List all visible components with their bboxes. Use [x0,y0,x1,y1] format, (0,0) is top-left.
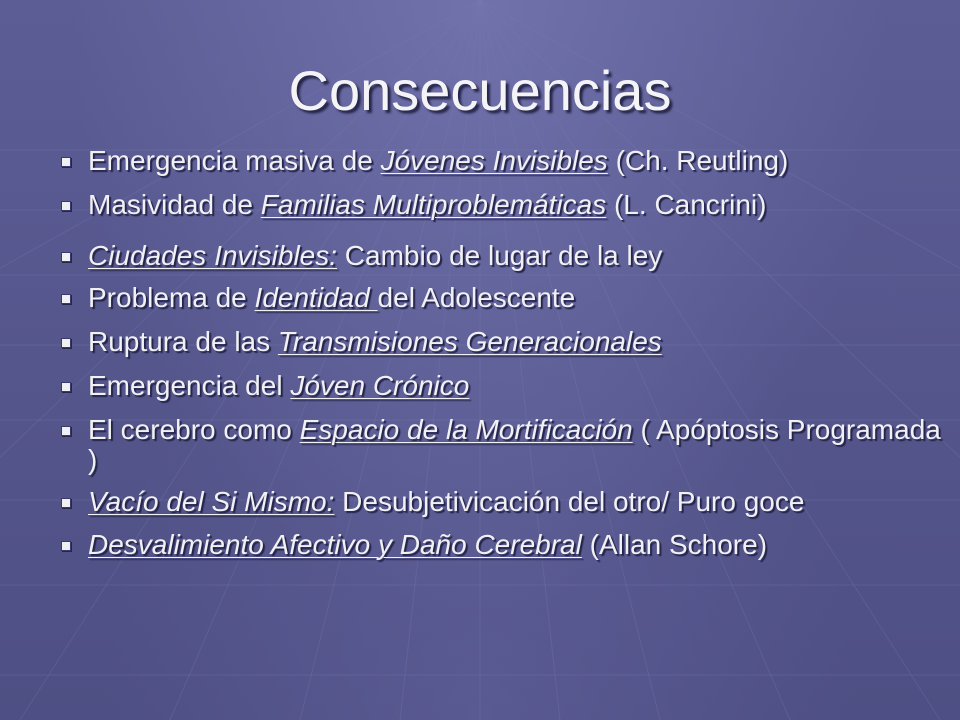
slide-title: Consecuencias [288,59,672,122]
bullet-item [54,190,949,220]
square-bullet-icon [61,426,71,436]
bullet-text: Desubjetivicación del otro/ Puro goce [334,486,805,517]
bullet-text: del Adolescente [377,282,576,313]
bullet-item [54,415,949,475]
square-bullet-icon [61,157,71,167]
bullet-text: Emergencia del [88,370,291,401]
bullet-text: El cerebro como [88,414,300,445]
bullet-item [54,530,949,560]
bullet-emphasis: Familias Multiproblemáticas [260,189,607,220]
bullet-item [54,241,949,271]
bullet-text: ( Apóptosis Programada ) [88,414,941,475]
square-bullet-icon [61,252,71,262]
bullet-emphasis: Transmisiones Generacionales [277,326,662,357]
bullet-item [54,283,949,313]
bullet-emphasis: Vacío del Si Mismo: [88,486,335,517]
bullet-text: Ruptura de las [88,326,278,357]
bullet-text: Cambio de lugar de la ley [337,240,663,271]
bullet-text: Problema de [88,282,255,313]
bullet-emphasis: Espacio de la Mortificación [299,414,633,445]
bullet-text: (Allan Schore) [581,529,768,560]
bullet-list [54,146,949,560]
bullet-item [54,327,949,357]
square-bullet-icon [61,498,71,508]
bullet-emphasis: Jóvenes Invisibles [380,145,608,176]
square-bullet-icon [61,294,71,304]
bullet-emphasis: Ciudades Invisibles: [88,240,338,271]
bullet-text: Emergencia masiva de [88,145,381,176]
square-bullet-icon [61,541,71,551]
bullet-emphasis: Identidad [254,282,378,313]
bullet-item [54,371,949,401]
bullet-item [54,146,949,176]
square-bullet-icon [61,382,71,392]
square-bullet-icon [61,338,71,348]
square-bullet-icon [61,201,71,211]
bullet-item [54,487,949,517]
bullet-text: Masividad de [88,189,261,220]
bullet-text: (L. Cancrini) [606,189,767,220]
bullet-text: (Ch. Reutling) [607,145,789,176]
bullet-emphasis: Desvalimiento Afectivo y Daño Cerebral [88,529,582,560]
bullet-emphasis: Jóven Crónico [290,370,470,401]
